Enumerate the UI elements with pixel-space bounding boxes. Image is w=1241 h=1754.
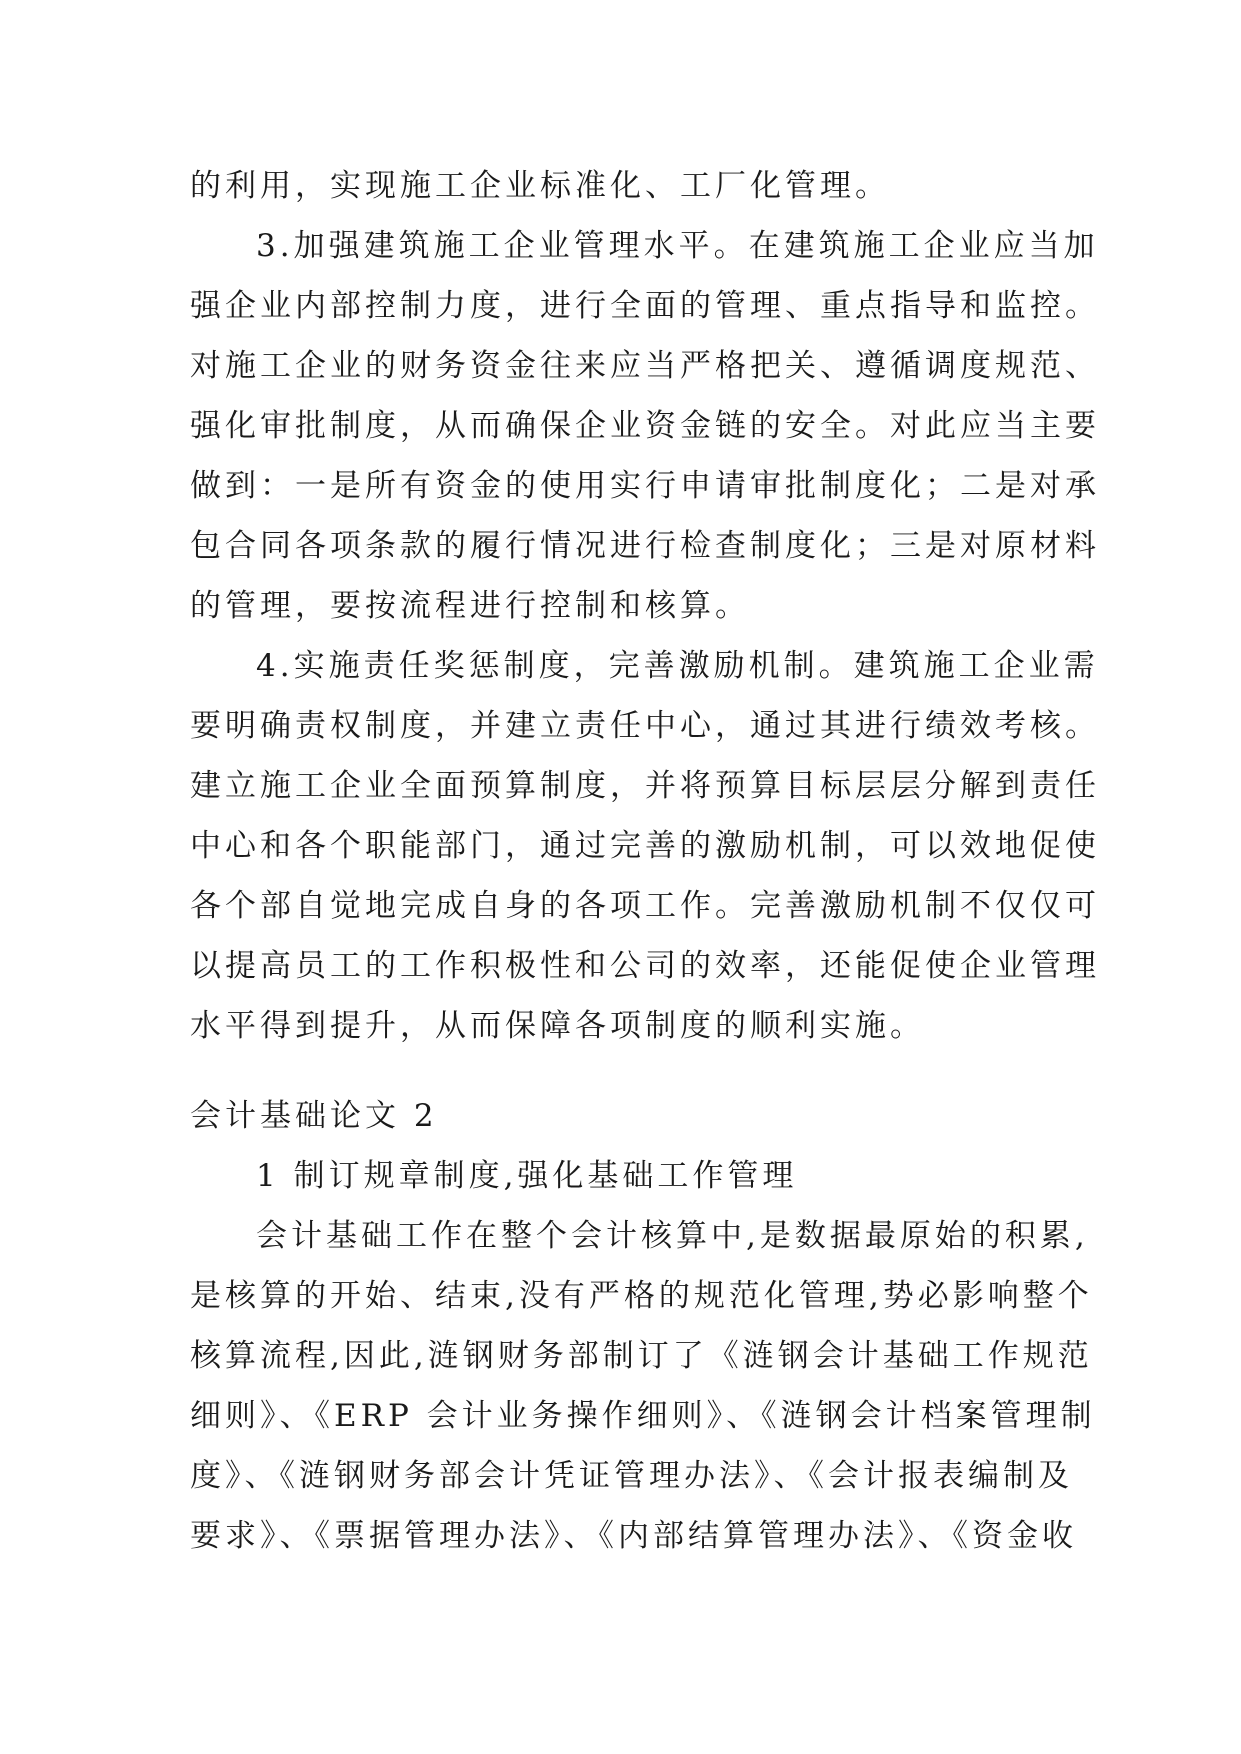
paragraph-line: 核算流程,因此,涟钢财务部制订了《涟钢会计基础工作规范 xyxy=(190,1338,1093,1374)
paragraph-line: 的利用，实现施工企业标准化、工厂化管理。 xyxy=(190,168,890,204)
paragraph-line: 是核算的开始、结束,没有严格的规范化管理,势必影响整个 xyxy=(190,1278,1093,1314)
paragraph-line: 度》、《涟钢财务部会计凭证管理办法》、《会计报表编制及 xyxy=(190,1458,1073,1494)
paragraph-line: 强化审批制度，从而确保企业资金链的安全。对此应当主要 xyxy=(190,408,1100,444)
paragraph-line: 4.实施责任奖惩制度，完善激励机制。建筑施工企业需 xyxy=(256,648,1099,684)
paragraph-line: 要求》、《票据管理办法》、《内部结算管理办法》、《资金收 xyxy=(190,1518,1077,1554)
section-title: 会计基础论文 2 xyxy=(190,1098,438,1134)
paragraph-line: 的管理，要按流程进行控制和核算。 xyxy=(190,588,750,624)
paragraph-line: 做到：一是所有资金的使用实行申请审批制度化；二是对承 xyxy=(190,468,1100,504)
paragraph-line: 会计基础工作在整个会计核算中,是数据最原始的积累, xyxy=(256,1218,1089,1254)
paragraph-line: 以提高员工的工作积极性和公司的效率，还能促使企业管理 xyxy=(190,948,1100,984)
paragraph-line: 强企业内部控制力度，进行全面的管理、重点指导和监控。 xyxy=(190,288,1100,324)
paragraph-line: 中心和各个职能部门，通过完善的激励机制，可以效地促使 xyxy=(190,828,1100,864)
section-2-body xyxy=(190,1086,1096,1566)
paragraph-line: 各个部自觉地完成自身的各项工作。完善激励机制不仅仅可 xyxy=(190,888,1100,924)
paragraph-line: 细则》、《ERP 会计业务操作细则》、《涟钢会计档案管理制 xyxy=(190,1398,1096,1434)
section-1-body xyxy=(190,156,1100,1056)
paragraph-line: 水平得到提升，从而保障各项制度的顺利实施。 xyxy=(190,1008,925,1044)
section-subheading: 1 制订规章制度,强化基础工作管理 xyxy=(256,1158,798,1194)
paragraph-line: 包合同各项条款的履行情况进行检查制度化；三是对原材料 xyxy=(190,528,1100,564)
paragraph-line: 对施工企业的财务资金往来应当严格把关、遵循调度规范、 xyxy=(190,348,1100,384)
paragraph-line: 3.加强建筑施工企业管理水平。在建筑施工企业应当加 xyxy=(256,228,1099,264)
paragraph-line: 要明确责权制度，并建立责任中心，通过其进行绩效考核。 xyxy=(190,708,1100,744)
paragraph-line: 建立施工企业全面预算制度，并将预算目标层层分解到责任 xyxy=(190,768,1100,804)
